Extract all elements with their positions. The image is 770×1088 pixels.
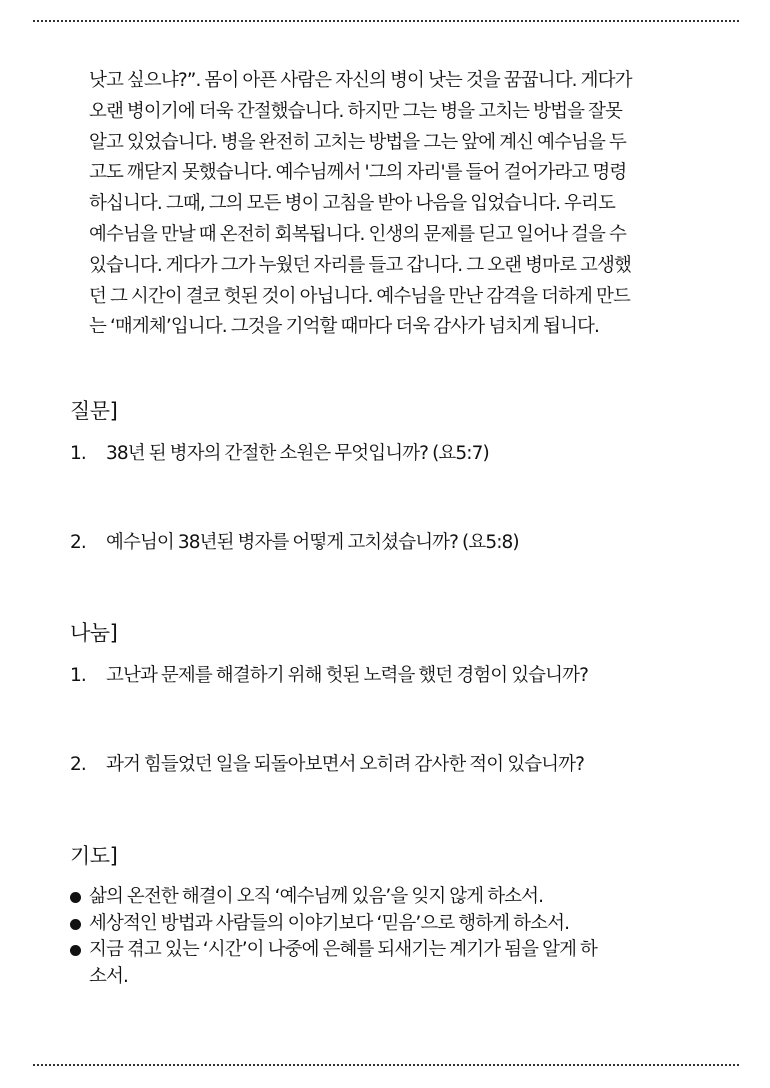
question-number: 1.: [70, 443, 86, 464]
prayer-item: [70, 884, 710, 911]
bullet-dot-icon: [70, 919, 81, 930]
intro-line: 있습니다. 게다가 그가 누웠던 자리를 들고 갑니다. 그 오랜 병마로 고생했: [89, 254, 631, 276]
prayer-heading: 기도]: [70, 844, 118, 868]
questions-heading: 질문]: [70, 399, 118, 423]
prayer-text: 세상적인 방법과 사람들의 이야기보다 ‘믿음’으로 행하게 하소서.: [89, 912, 570, 934]
intro-line: 낫고 싶으냐?”. 몸이 아픈 사람은 자신의 병이 낫는 것을 꿈꿉니다. 게다가: [89, 70, 632, 91]
sharing-item-2: [70, 752, 584, 778]
question-item-2: [70, 530, 519, 556]
top-dotted-rule: [33, 20, 739, 22]
intro-paragraph: [89, 66, 709, 343]
intro-line: 는 ‘매게체’입니다. 그것을 기억할 때마다 더욱 감사가 넘치게 됩니다.: [89, 316, 599, 338]
question-text: 예수님이 38년된 병자를 어떻게 고치셨습니까? (요5:8): [106, 532, 519, 553]
prayer-text: 삶의 온전한 해결이 오직 ‘예수님께 있음’을 잊지 않게 하소서.: [89, 886, 544, 907]
bullet-dot-icon: [70, 892, 81, 903]
prayer-list: [70, 884, 710, 990]
question-item-1: [70, 441, 489, 467]
intro-line: 고도 깨닫지 못했습니다. 예수님께서 '그의 자리'를 들어 걸어가라고 명령: [89, 162, 627, 184]
sharing-text: 과거 힘들었던 일을 되돌아보면서 오히려 감사한 적이 있습니까?: [106, 754, 585, 775]
prayer-text: 지금 겪고 있는 ‘시간’이 나중에 은혜를 되새기는 계기가 됨을 알게 하: [89, 939, 597, 960]
intro-line: 오랜 병이기에 더욱 간절했습니다. 하지만 그는 병을 고치는 방법을 잘못: [89, 100, 622, 122]
prayer-text-continued: 소서.: [89, 965, 128, 987]
sharing-text: 고난과 문제를 해결하기 위해 헛된 노력을 했던 경험이 있습니까?: [106, 665, 589, 686]
intro-line: 던 그 시간이 결코 헛된 것이 아닙니다. 예수님을 만난 감격을 더하게 만드: [89, 285, 630, 307]
intro-line: 알고 있었습니다. 병을 완전히 고치는 방법을 그는 앞에 계신 예수님을 두: [89, 131, 626, 153]
question-number: 2.: [70, 532, 86, 553]
prayer-item: [70, 937, 710, 990]
sharing-item-1: [70, 663, 588, 689]
question-text: 38년 된 병자의 간절한 소원은 무엇입니까? (요5:7): [106, 443, 489, 464]
bullet-dot-icon: [70, 945, 81, 956]
sharing-number: 1.: [70, 665, 86, 686]
prayer-item: [70, 911, 710, 938]
sharing-heading: 나눔]: [70, 621, 118, 645]
bottom-dotted-rule: [33, 1064, 739, 1066]
intro-line: 예수님을 만날 때 온전히 회복됩니다. 인생의 문제를 딛고 일어나 걸을 수: [89, 223, 626, 245]
intro-line: 하십니다. 그때, 그의 모든 병이 고침을 받아 나음을 입었습니다. 우리도: [89, 193, 615, 215]
sharing-number: 2.: [70, 754, 86, 775]
